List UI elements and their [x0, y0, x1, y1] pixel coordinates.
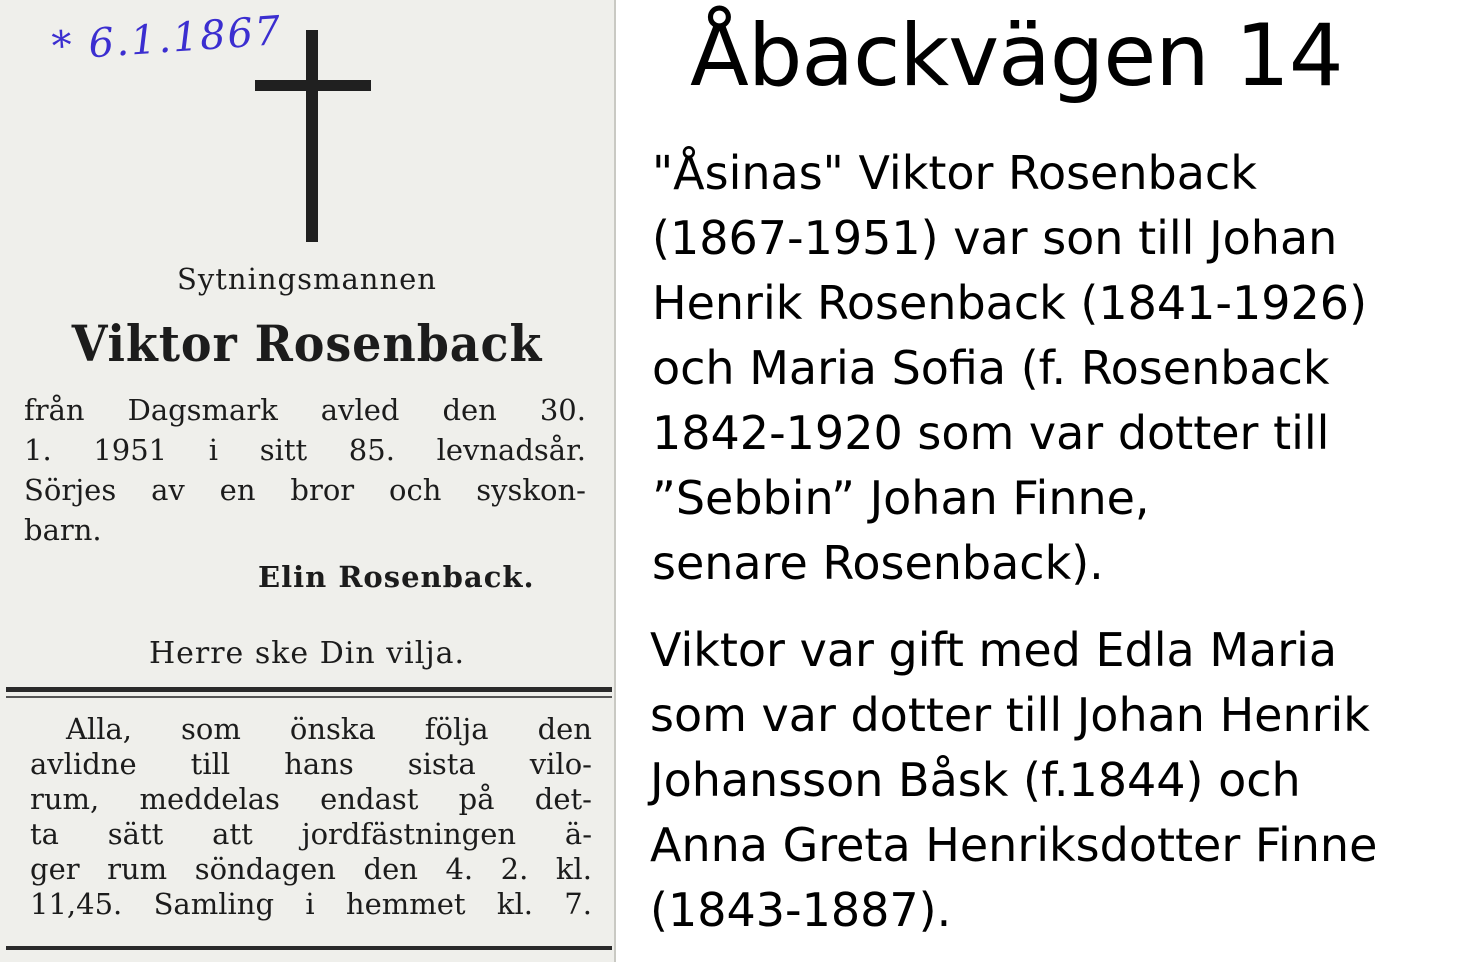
cross-icon	[306, 30, 318, 242]
page-title: Åbackvägen 14	[690, 6, 1343, 106]
divider	[6, 946, 612, 950]
notice-line: Sörjes av en bror och syskon-	[24, 473, 586, 507]
notice-line: barn.	[24, 513, 102, 547]
obituary-signature: Elin Rosenback.	[258, 560, 535, 594]
funeral-line: ta sätt att jordfästningen ä-	[30, 817, 592, 851]
obituary-notice	[24, 390, 586, 550]
obituary-motto: Herre ske Din vilja.	[148, 636, 466, 671]
biography-line: (1843-1887).	[650, 883, 952, 937]
divider	[6, 696, 612, 698]
funeral-line: 11,45. Samling i hemmet kl. 7.	[30, 887, 592, 921]
biography-line: Anna Greta Henriksdotter Finne	[650, 818, 1378, 872]
notice-line: 1. 1951 i sitt 85. levnadsår.	[24, 433, 586, 467]
marriage-paragraph	[650, 618, 1450, 943]
biography-line: "Åsinas" Viktor Rosenback	[652, 146, 1257, 200]
biography-line: 1842-1920 som var dotter till	[652, 406, 1330, 460]
obituary-name: Viktor Rosenback	[71, 314, 543, 373]
funeral-line: avlidne till hans sista vilo-	[30, 747, 592, 781]
cross-icon-bar	[255, 80, 371, 91]
biography-line: Viktor var gift med Edla Maria	[650, 623, 1338, 677]
funeral-line: ger rum söndagen den 4. 2. kl.	[30, 852, 592, 886]
biography-line: Johansson Båsk (f.1844) och	[650, 753, 1301, 807]
biography-line: senare Rosenback).	[652, 536, 1104, 590]
biography-line: (1867-1951) var son till Johan	[652, 211, 1338, 265]
funeral-notice	[30, 712, 592, 922]
biography-line: Henrik Rosenback (1841-1926)	[652, 276, 1368, 330]
obituary-clipping	[0, 0, 616, 962]
biography-line: och Maria Sofia (f. Rosenback	[652, 341, 1330, 395]
notice-line: från Dagsmark avled den 30.	[24, 393, 586, 427]
biography-line: ”Sebbin” Johan Finne,	[652, 471, 1150, 525]
biography-line: som var dotter till Johan Henrik	[650, 688, 1370, 742]
biography-paragraph	[652, 141, 1452, 596]
funeral-line: Alla, som önska följa den	[66, 712, 592, 746]
divider	[6, 687, 612, 692]
handwritten-birth-date: * 6.1.1867	[50, 7, 284, 70]
funeral-line: rum, meddelas endast på det-	[30, 782, 592, 816]
obituary-occupation: Sytningsmannen	[177, 262, 437, 296]
